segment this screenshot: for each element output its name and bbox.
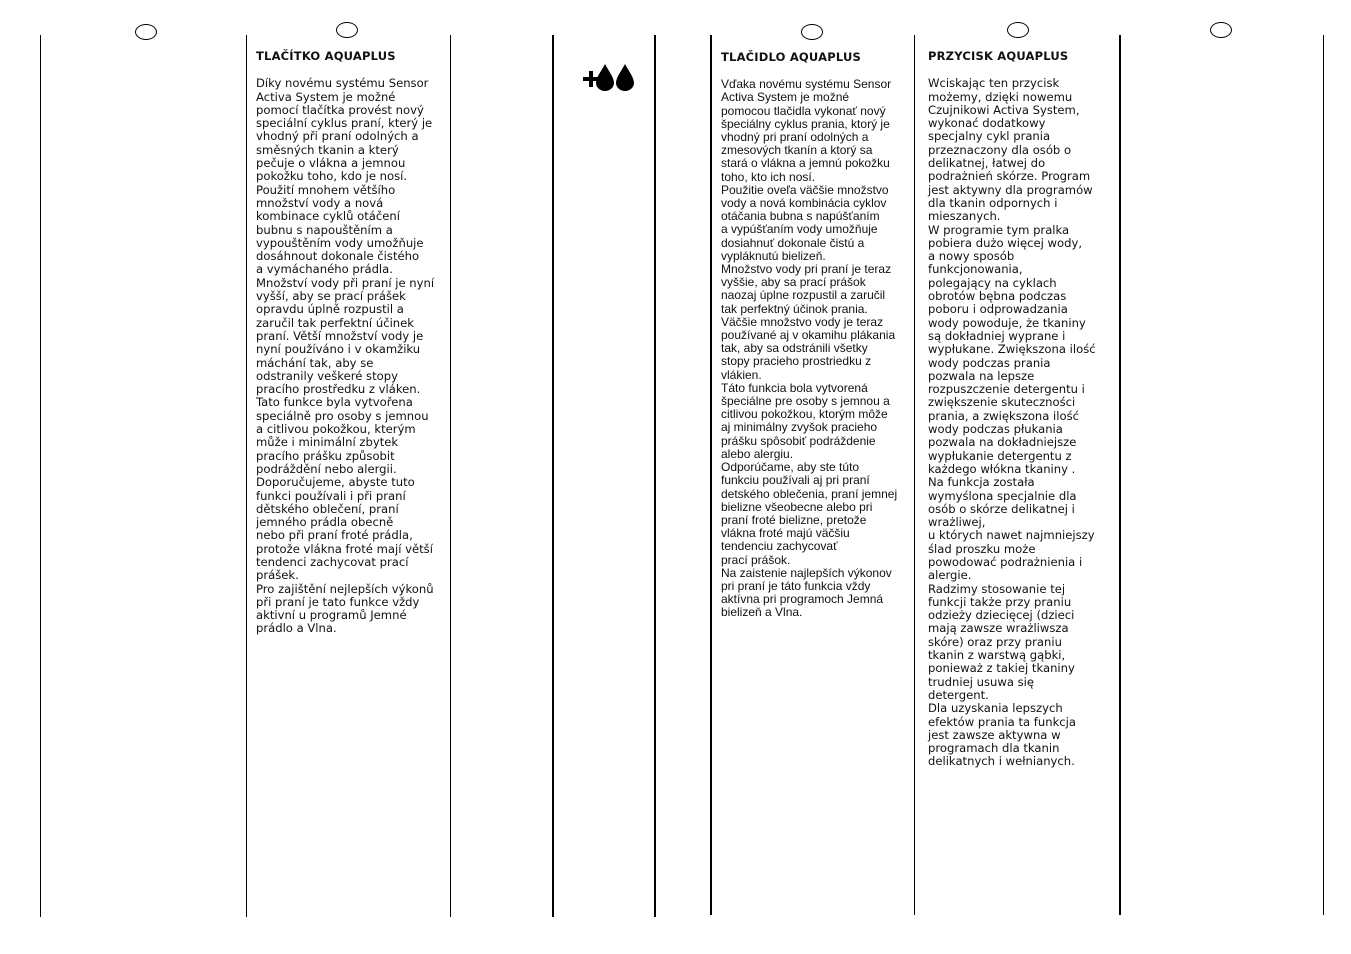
language-flag-icon [801, 24, 823, 40]
rule [552, 35, 554, 917]
rule [710, 35, 712, 915]
czech-section [256, 50, 446, 636]
rule [1323, 35, 1324, 915]
rule [1119, 35, 1121, 915]
rule [654, 35, 656, 917]
language-flag-icon [135, 24, 157, 40]
section-title: PRZYCISK AQUAPLUS [928, 49, 1069, 63]
polish-section [928, 50, 1116, 769]
language-flag-icon [1007, 22, 1029, 38]
rule [246, 35, 247, 917]
section-body: Vďaka novému systému Sensor Activa System je možné pomocou tlačidla vykonať nový špeciálny cyklus prania, ktorý je vhodný pri praní odolných a zmesových tkanín a ktorý sa stará o vlákna a jemnú pokožku toho, kto ich nosí. Použitie oveľa väčšie množstvo vody a nová kombinácia cyklov otáčania bubna s napúšťaním a vypúšťaním vody umožňuje dosiahnuť dokonale čistú a vypláknutú bielizeň. Množstvo vody pri praní je teraz vyššie, aby sa prací prášok naozaj úplne rozpustil a zaručil tak perfektný účinok prania. Väčšie množstvo vody je teraz používané aj v okamihu plákania tak, aby sa odstránili všetky stopy pracieho prostriedku z vlákien. Táto funkcia bola vytvorená špeciálne pre osoby s jemnou a citlivou pokožkou, ktorým môže aj minimálny zvyšok pracieho prášku spôsobiť podráždenie alebo alergiu. Odporúčame, aby ste túto funkciu používali aj pri praní detského oblečenia, praní jemnej bielizne všeobecne alebo pri praní froté bielizne, pretože vlákna froté majú väčšiu tendenciu zachycovať prací prášok. Na zaistenie najlepších výkonov pri praní je táto funkcia vždy aktívna pri programoch Jemná bielizeň a Vlna. [721, 77, 898, 620]
language-flag-icon [336, 22, 358, 38]
aquaplus-drops-icon [583, 62, 635, 92]
rule [914, 35, 915, 915]
section-body: Wciskając ten przycisk możemy, dzięki nowemu Czujnikowi Activa System, wykonać dodatkowy specjalny cykl prania przeznaczony dla osób o delikatnej, łatwej do podrażnień skórze. Program jest aktywny dla programów dla tkanin odpornych i mieszanych. W programie tym pralka pobiera dużo więcej wody, a nowy sposób funkcjonowania, polegający na cyklach obrotów bębna podczas poboru i odprowadzania wody powoduje, że tkaniny są dokładniej wyprane i wypłukane. Zwiększona ilość wody podczas prania pozwala na lepsze rozpuszczenie detergentu i zwiększenie skuteczności prania, a zwiększona ilość wody podczas płukania pozwala na dokładniejsze wypłukanie detergentu z każdego włókna tkaniny . Na funkcja została wymyślona specjalnie dla osób o skórze delikatnej i wrażliwej, u których nawet najmniejszy ślad proszku może powodować podrażnienia i alergie. Radzimy stosowanie tej funkcji także przy praniu odzieży dziecięcej (dzieci mają zawsze wrażliwsza skóre) oraz przy praniu tkanin z warstwą gąbki, ponieważ z takiej tkaniny trudniej usuwa się detergent. Dla uzyskania lepszych efektów prania ta funkcja jest zawsze aktywna w programach dla tkanin delikatnych i wełnianych. [928, 76, 1096, 769]
rule [40, 35, 41, 917]
section-body: Díky novému systému Sensor Activa System je možné pomocí tlačítka provést nový speciální cyklus praní, který je vhodný při praní odolných a směsných tkanin a který pečuje o vlákna a jemnou pokožku toho, kdo je nosí. Použití mnohem většího množství vody a nová kombinace cyklů otáčení bubnu s napouštěním a vypouštěním vody umožňuje dosáhnout dokonale čistého a vymáchaného prádla. Množství vody při praní je nyní vyšší, aby se prací prášek opravdu úplně rozpustil a zaručil tak perfektní účinek praní. Větší množství vody je nyní používáno i v okamžiku máchání tak, aby se odstranily veškeré stopy pracího prostředku z vláken. Tato funkce byla vytvořena speciálně pro osoby s jemnou a citlivou pokožkou, kterým může i minimální zbytek pracího prášku způsobit podráždění nebo alergii. Doporučujeme, abyste tuto funkci používali i při praní dětského oblečení, praní jemného prádla obecně nebo při praní froté prádla, protože vlákna froté mají větší tendenci zachycovat prací prášek. Pro zajištění nejlepších výkonů při praní je tato funkce vždy aktivní u programů Jemné prádlo a Vlna. [256, 76, 435, 636]
rule [450, 35, 451, 917]
language-flag-icon [1210, 22, 1232, 38]
section-title: TLAČIDLO AQUAPLUS [721, 50, 861, 64]
slovak-section [721, 51, 913, 620]
section-title: TLAČÍTKO AQUAPLUS [256, 49, 396, 63]
